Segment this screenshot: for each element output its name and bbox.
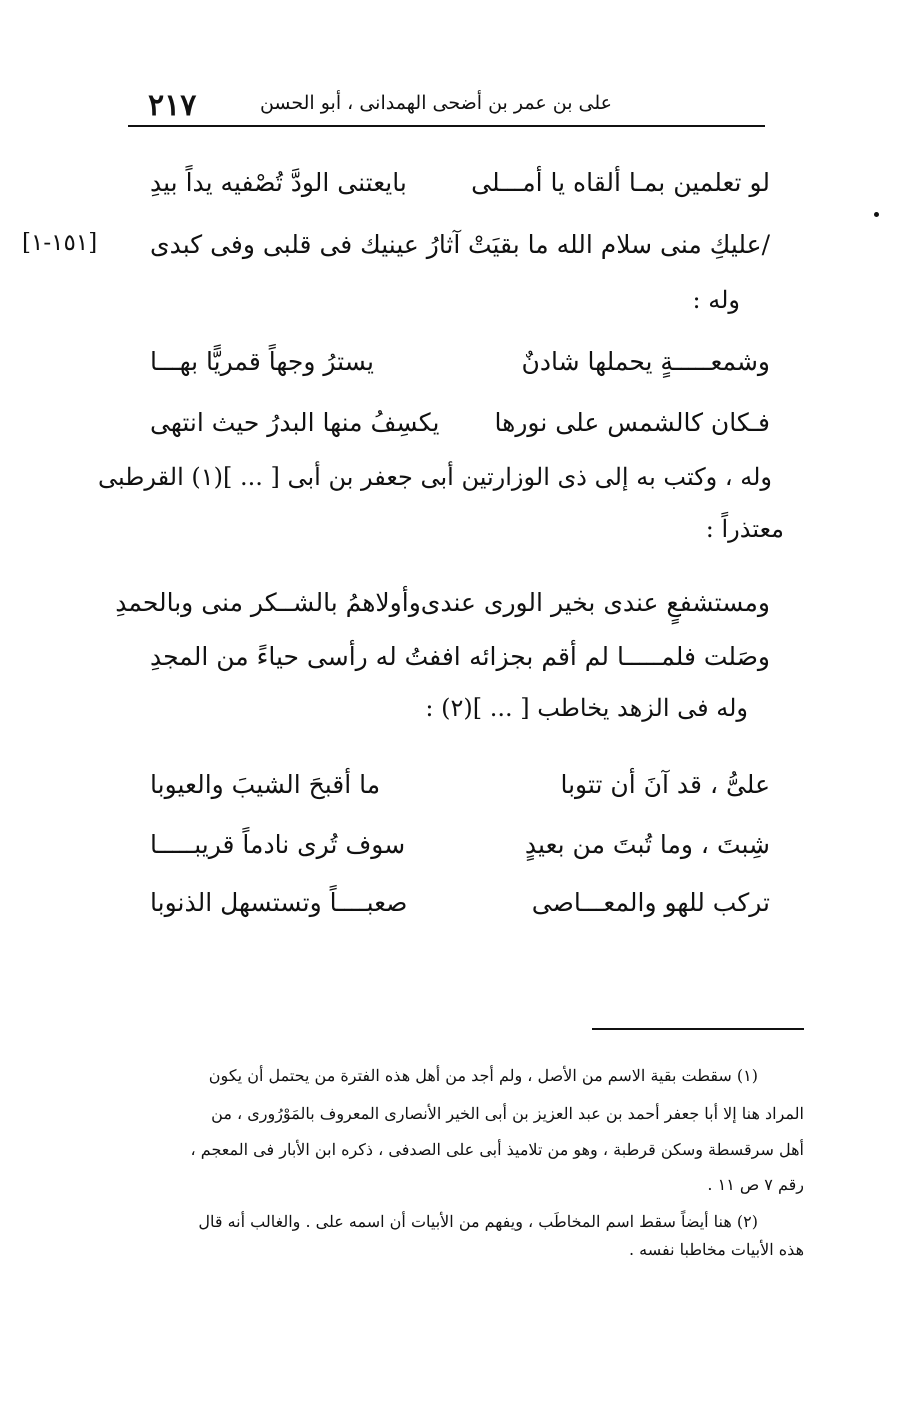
footnote-line: (٢) هنا أيضاً سقط اسم المخاطَب ، ويفهم من الأبيات أن اسمه على . والغالب أنه قال (198, 1212, 758, 1231)
verse-line (150, 762, 770, 806)
intro-line: وله فى الزهد يخاطب [ ... ](٢) : (425, 694, 748, 722)
verse-second-hemistich: سوف تُرى نادماً قريبـــــا (150, 829, 406, 859)
verse-first-hemistich: /عليكِ منى سلام الله ما بقيَتْ (467, 229, 770, 259)
verse-first-hemistich: تركب للهو والمعـــاصى (531, 887, 770, 917)
intro-line: وله : (692, 286, 740, 314)
verse-first-hemistich: لو تعلمين بمـا ألقاه يا أمـــلى (471, 167, 770, 197)
running-head: على بن عمر بن أضحى الهمدانى ، أبو الحسن (259, 92, 612, 114)
verse-second-hemistich: بايعتنى الودَّ تُصْفيه يداً بيدِ (150, 167, 407, 197)
footnote-line: هذه الأبيات مخاطبا نفسه . (628, 1240, 804, 1259)
verse-first-hemistich: ومستشفعٍ عندى بخير الورى عندى (420, 587, 770, 617)
verse-line (150, 880, 770, 924)
verse-first-hemistich: فـكان كالشمس على نورها (494, 407, 770, 437)
intro-line: وله ، وكتب به إلى ذى الوزارتين أبى جعفر بن أبى [ ... ](١) القرطبى (98, 463, 772, 491)
verse-second-hemistich: آثارُ عينيك فى قلبى وفى كبدى (150, 229, 461, 259)
verse-second-hemistich: اففتُ له رأسى حياءً من المجدِ (150, 641, 461, 671)
footnote-line: (١) سقطت بقية الاسم من الأصل ، ولم أجد من أهل هذه الفترة من يحتمل أن يكون (208, 1066, 758, 1085)
verse-first-hemistich: شِبتَ ، وما تُبتَ من بعيدٍ (524, 829, 770, 859)
verse-second-hemistich: يكسِفُ منها البدرُ حيث انتهى (150, 407, 440, 437)
header-rule (128, 125, 765, 127)
verse-second-hemistich: وأولاهمُ بالشــكر منى وبالحمدِ (115, 587, 421, 617)
verse-line (115, 580, 770, 624)
verse-line (150, 222, 770, 266)
footnote-line: رقم ٧ ص ١١ . (707, 1175, 804, 1194)
verse-second-hemistich: صعبــــاً وتستسهل الذنوبا (150, 887, 408, 917)
verse-line (150, 339, 770, 383)
verse-first-hemistich: علىُّ ، قد آنَ أن تتوبا (560, 769, 770, 799)
verse-first-hemistich: وصَلت فلمـــــا لم أقم بجزائه (469, 641, 770, 671)
folio-marker: [١٥١-١] (22, 230, 98, 256)
intro-line-continued: معتذراً : (705, 515, 784, 543)
verse-line (150, 822, 770, 866)
footnote-rule (592, 1028, 804, 1030)
footnote-line: المراد هنا إلا أبا جعفر أحمد بن عبد العزيز بن أبى الخير الأنصارى المعروف بالمَوْرُورى ، من (211, 1104, 804, 1123)
verse-line (150, 400, 770, 444)
verse-line (150, 160, 770, 204)
footnote-line: أهل سرقسطة وسكن قرطبة ، وهو من تلاميذ أبى على الصدفى ، ذكره ابن الأبار فى المعجم ، (190, 1140, 804, 1159)
verse-second-hemistich: ما أقبحَ الشيبَ والعيوبا (150, 769, 381, 799)
page-number: ٢١٧ (148, 88, 197, 123)
verse-line (150, 634, 770, 678)
margin-dot (874, 212, 879, 217)
verse-second-hemistich: يسترُ وجهاً قمريًّا بهـــا (150, 346, 374, 376)
verse-first-hemistich: وشمعـــــةٍ يحملها شادنٌ (521, 346, 770, 376)
